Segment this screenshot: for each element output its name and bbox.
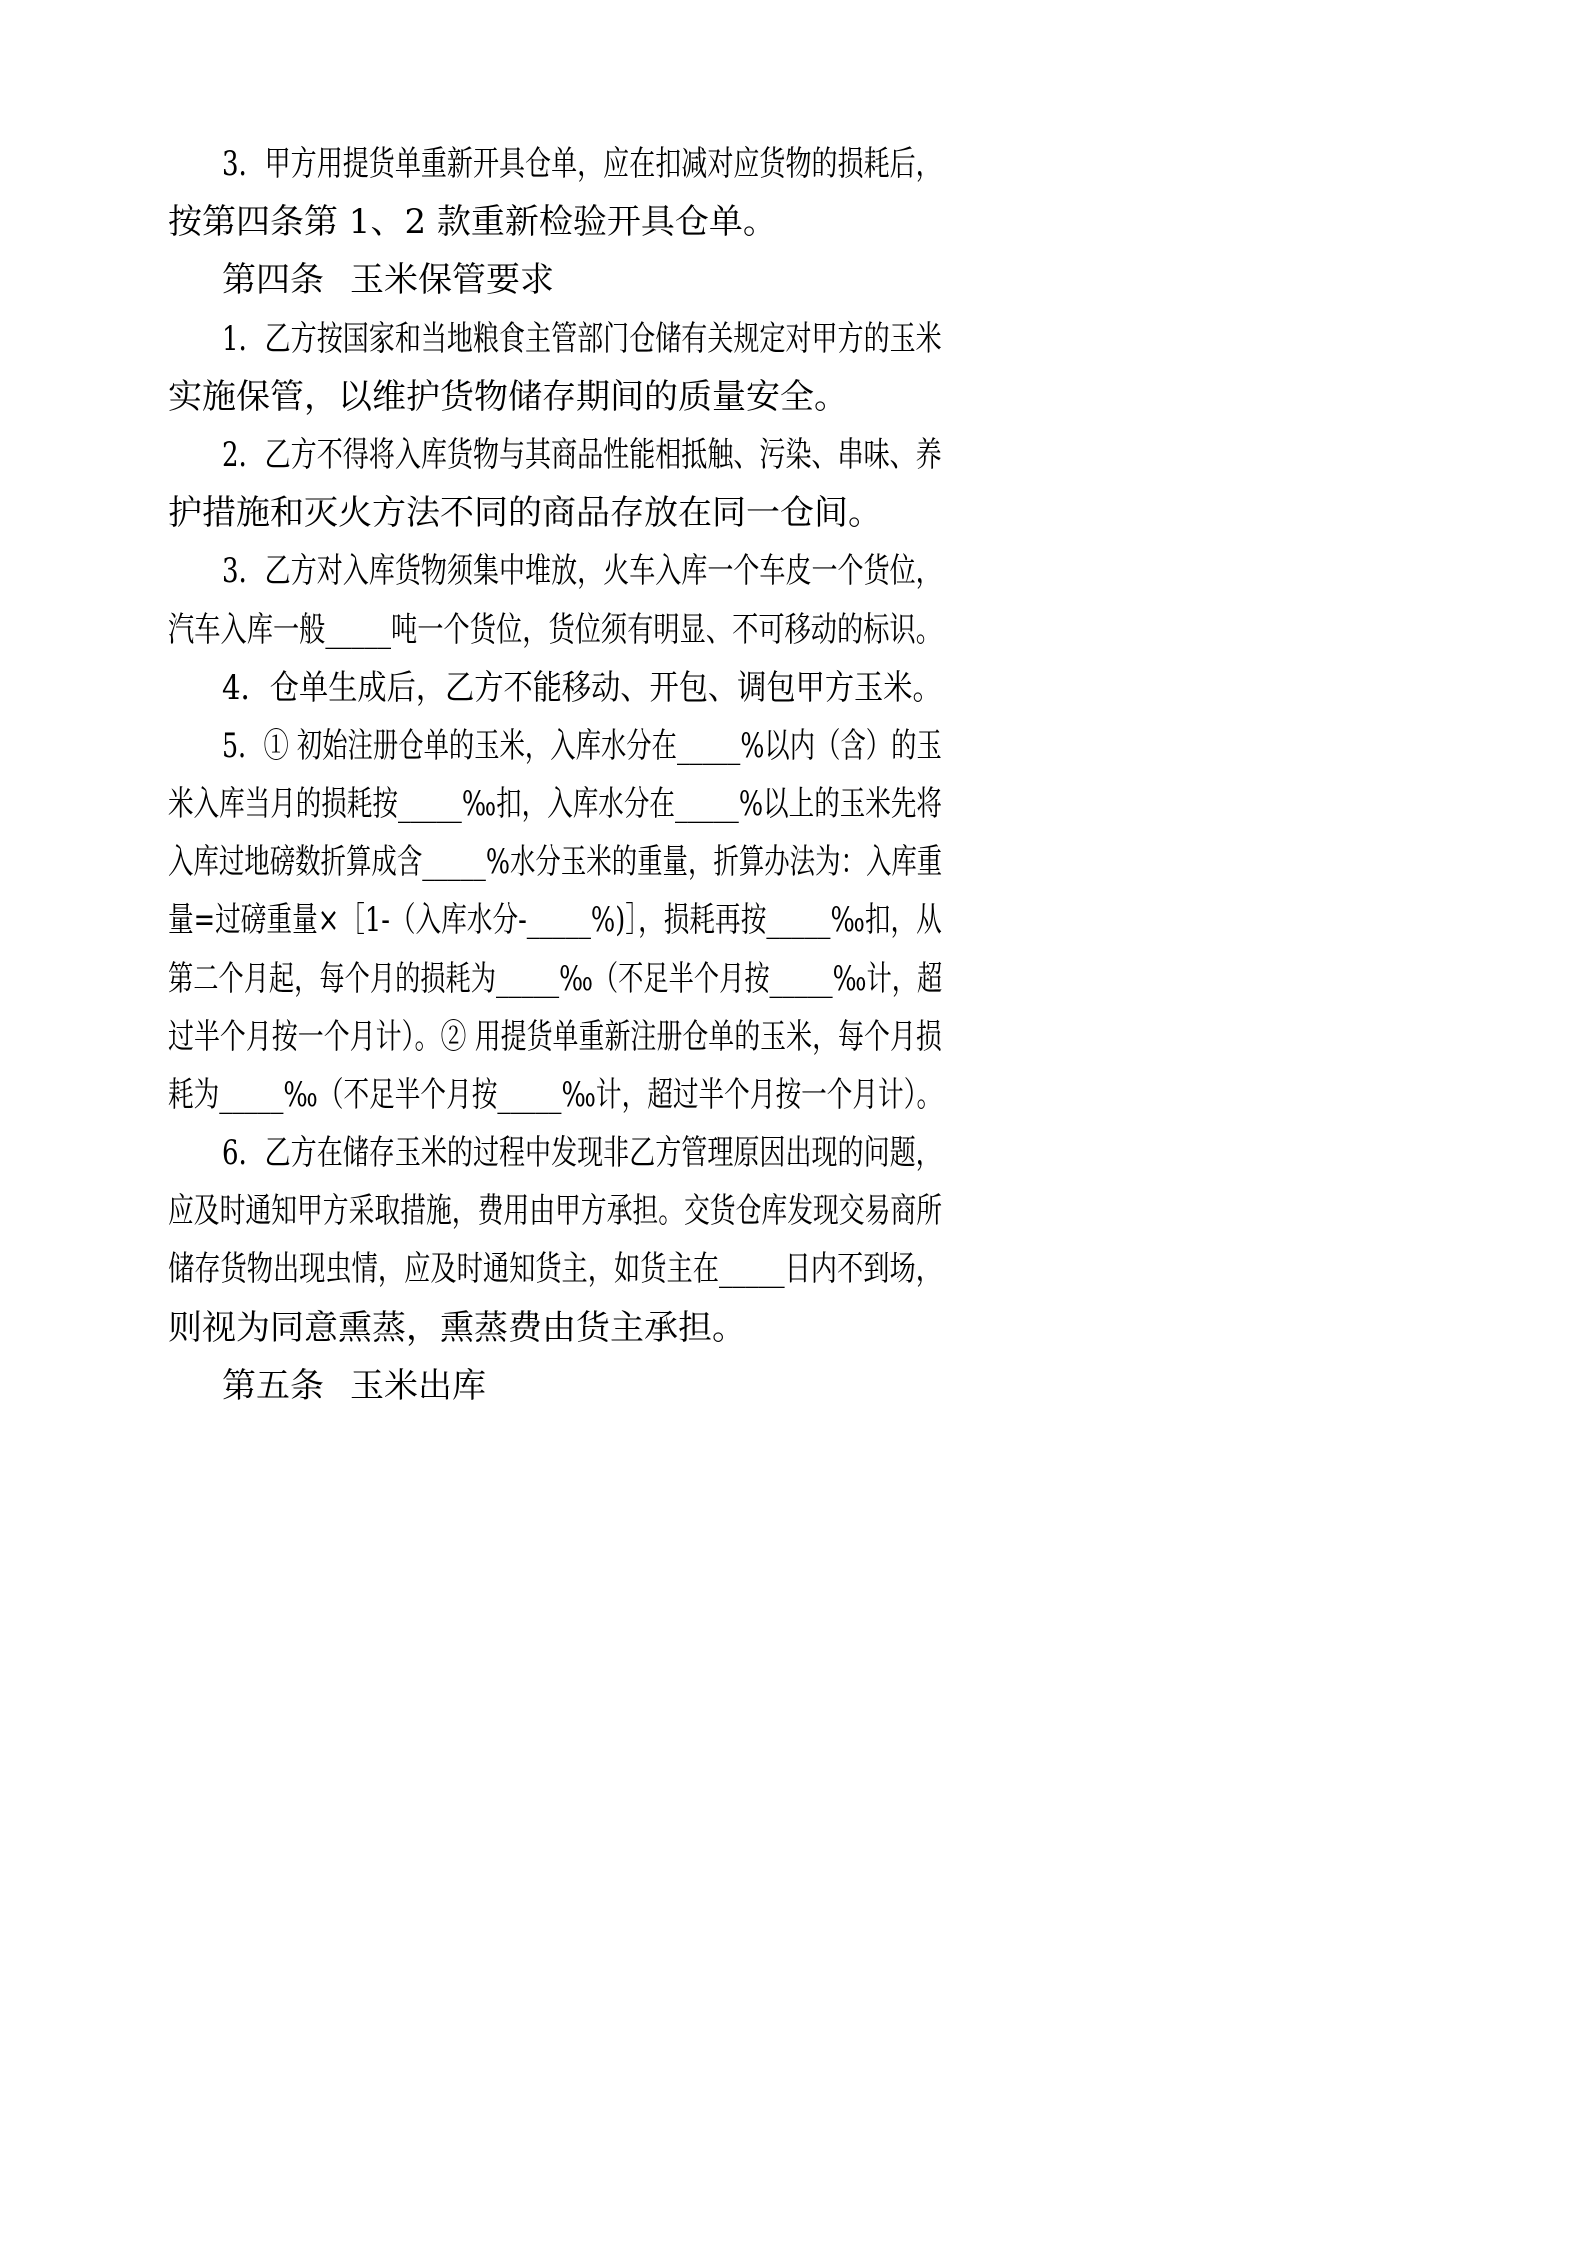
paragraph-line: [0, 1007, 1587, 1067]
article-title: 玉米出库: [350, 1366, 486, 1406]
paragraph-line: [0, 425, 1587, 485]
article-number: 第五条: [222, 1366, 324, 1406]
paragraph-line: [0, 600, 1587, 660]
line-text: 则视为同意熏蒸，熏蒸费由货主承担。: [168, 1308, 746, 1348]
line-text: 储存货物出现虫情，应及时通知货主，如货主在_____日内不到场，: [168, 1249, 942, 1289]
paragraph-line: [0, 832, 1587, 892]
line-text: 耗为_____‰（不足半个月按_____‰计，超过半个月按一个月计）。: [168, 1075, 943, 1115]
paragraph-line: [0, 1065, 1587, 1125]
paragraph-line: [0, 309, 1587, 369]
line-text: 6．乙方在储存玉米的过程中发现非乙方管理原因出现的问题，: [222, 1133, 942, 1173]
article-title: 玉米保管要求: [350, 260, 554, 300]
paragraph-line: [0, 774, 1587, 834]
paragraph-line: [0, 367, 1587, 427]
paragraph-line: [0, 1298, 1587, 1358]
line-text: 4．仓单生成后，乙方不能移动、开包、调包甲方玉米。: [222, 668, 942, 708]
paragraph-line: [0, 1123, 1587, 1183]
line-text: 第二个月起，每个月的损耗为_____‰（不足半个月按_____‰计，超: [168, 959, 943, 999]
line-text: 2．乙方不得将入库货物与其商品性能相抵触、污染、串味、养: [222, 435, 942, 475]
article-heading: [0, 1356, 1587, 1416]
paragraph-line: [0, 541, 1587, 601]
line-text: 护措施和灭火方法不同的商品存放在同一仓间。: [168, 493, 882, 533]
paragraph-line: [0, 483, 1587, 543]
line-text: 量=过磅重量×［1-（入库水分-_____%)］，损耗再按_____‰扣，从: [168, 900, 942, 940]
line-text: 米入库当月的损耗按_____‰扣，入库水分在_____%以上的玉米先将: [168, 784, 942, 824]
line-text: 5．① 初始注册仓单的玉米，入库水分在_____%以内（含）的玉: [222, 726, 942, 766]
line-text: 实施保管，以维护货物储存期间的质量安全。: [168, 377, 848, 417]
paragraph-line: [0, 1239, 1587, 1299]
article-heading: [0, 250, 1587, 310]
paragraph-line: [0, 1181, 1587, 1241]
line-text: 3．乙方对入库货物须集中堆放，火车入库一个车皮一个货位，: [222, 551, 942, 591]
paragraph-line: [0, 192, 1587, 252]
article-number: 第四条: [222, 260, 324, 300]
line-text: 按第四条第 1、2 款重新检验开具仓单。: [168, 202, 777, 242]
line-text: 过半个月按一个月计）。② 用提货单重新注册仓单的玉米，每个月损: [168, 1017, 942, 1057]
paragraph-line: [0, 949, 1587, 1009]
line-text: 应及时通知甲方采取措施，费用由甲方承担。交货仓库发现交易商所: [168, 1191, 942, 1231]
line-text: 3．甲方用提货单重新开具仓单，应在扣减对应货物的损耗后，: [222, 144, 942, 184]
paragraph-line: [0, 658, 1587, 718]
paragraph-line: [0, 890, 1587, 950]
line-text: 1．乙方按国家和当地粮食主管部门仓储有关规定对甲方的玉米: [222, 319, 942, 359]
line-text: 入库过地磅数折算成含_____%水分玉米的重量，折算办法为：入库重: [168, 842, 943, 882]
paragraph-line: [0, 716, 1587, 776]
line-text: 汽车入库一般_____吨一个货位，货位须有明显、不可移动的标识。: [168, 610, 942, 650]
paragraph-line: [0, 134, 1587, 194]
